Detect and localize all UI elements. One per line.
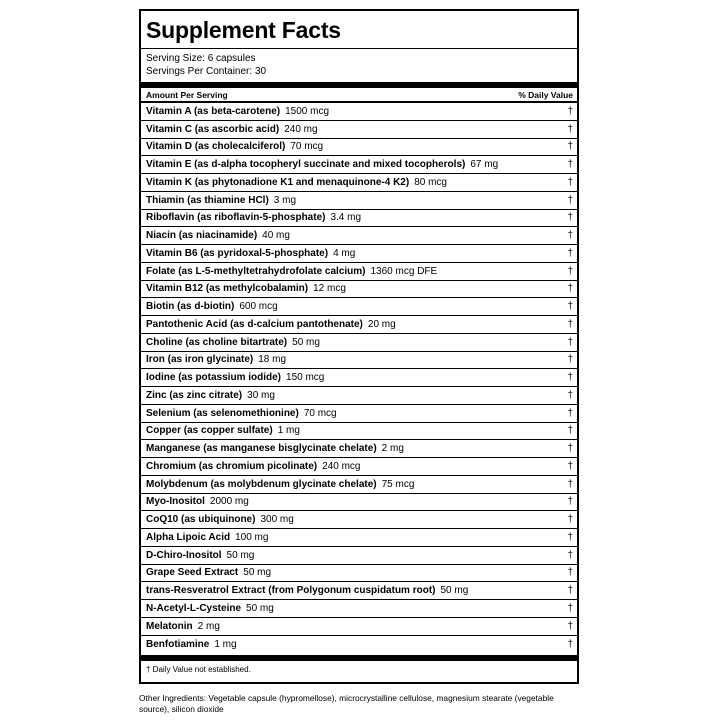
nutrient-label: [146, 603, 274, 614]
daily-value-dagger: †: [567, 354, 573, 366]
nutrient-row: [141, 529, 577, 547]
nutrient-name: Pantothenic Acid (as d-calcium pantothenate): [146, 318, 363, 330]
nutrient-label: [146, 443, 404, 454]
nutrient-amount: 18 mg: [258, 354, 287, 366]
nutrient-row: [141, 174, 577, 192]
nutrient-row: [141, 369, 577, 387]
supplement-facts-panel: [139, 9, 579, 684]
nutrient-label: [146, 479, 414, 490]
daily-value-dagger: †: [567, 443, 573, 455]
nutrient-row: [141, 440, 577, 458]
nutrient-row: [141, 600, 577, 618]
nutrient-row: [141, 387, 577, 405]
nutrient-label: [146, 408, 337, 419]
nutrient-name: Selenium (as selenomethionine): [146, 407, 299, 419]
nutrient-label: [146, 567, 271, 578]
nutrient-name: Vitamin C (as ascorbic acid): [146, 123, 280, 135]
nutrient-list: [141, 103, 577, 653]
nutrient-label: [146, 177, 447, 188]
daily-value-dagger: †: [567, 336, 573, 348]
nutrient-row: [141, 636, 577, 654]
footnote: † Daily Value not established.: [146, 665, 251, 675]
nutrient-amount: 150 mcg: [286, 372, 325, 384]
nutrient-label: [146, 354, 286, 365]
daily-value-dagger: †: [567, 194, 573, 206]
nutrient-name: Vitamin D (as cholecalciferol): [146, 141, 286, 153]
daily-value-dagger: †: [567, 460, 573, 472]
nutrient-name: Niacin (as niacinamide): [146, 230, 258, 242]
nutrient-label: [146, 425, 300, 436]
nutrient-label: [146, 461, 361, 472]
nutrient-name: Chromium (as chromium picolinate): [146, 460, 318, 472]
daily-value-dagger: †: [567, 389, 573, 401]
nutrient-amount: 240 mg: [284, 123, 318, 135]
daily-value-dagger: †: [567, 372, 573, 384]
nutrient-row: [141, 298, 577, 316]
daily-value-dagger: †: [567, 638, 573, 650]
nutrient-name: Grape Seed Extract: [146, 567, 239, 579]
daily-value-dagger: †: [567, 159, 573, 171]
nutrient-name: Alpha Lipoic Acid: [146, 531, 231, 543]
nutrient-row: [141, 618, 577, 636]
nutrient-label: [146, 372, 324, 383]
nutrient-name: Vitamin A (as beta-carotene): [146, 105, 281, 117]
nutrient-name: Biotin (as d-biotin): [146, 301, 235, 313]
nutrient-label: [146, 212, 361, 223]
nutrient-amount: 1 mg: [277, 425, 300, 437]
daily-value-dagger: †: [567, 407, 573, 419]
nutrient-row: [141, 547, 577, 565]
nutrient-amount: 100 mg: [235, 531, 269, 543]
nutrient-amount: 1360 mcg DFE: [370, 265, 438, 277]
amount-per-serving-header: Amount Per Serving: [146, 90, 228, 100]
nutrient-amount: 20 mg: [367, 318, 396, 330]
daily-value-dagger: †: [567, 531, 573, 543]
nutrient-amount: 3 mg: [273, 194, 297, 206]
daily-value-dagger: †: [567, 141, 573, 153]
nutrient-name: Zinc (as zinc citrate): [146, 389, 243, 401]
nutrient-amount: 1500 mcg: [285, 105, 330, 117]
nutrient-row: [141, 227, 577, 245]
nutrient-row: [141, 476, 577, 494]
nutrient-label: [146, 124, 318, 135]
daily-value-header: % Daily Value: [518, 90, 573, 100]
nutrient-name: Iodine (as potassium iodide): [146, 372, 282, 384]
other-ingredients: Other Ingredients: Vegetable capsule (hypromellose), microcrystalline cellulose, magnesium stearate (vegetable source), silicon dioxide: [139, 693, 554, 714]
nutrient-label: [146, 639, 237, 650]
nutrient-amount: 67 mg: [470, 159, 499, 171]
nutrient-name: Molybdenum (as molybdenum glycinate chelate): [146, 478, 377, 490]
column-header-row: [141, 88, 577, 103]
nutrient-label: [146, 532, 268, 543]
nutrient-row: [141, 210, 577, 228]
nutrient-label: [146, 550, 254, 561]
nutrient-label: [146, 496, 249, 507]
nutrient-label: [146, 390, 275, 401]
nutrient-name: Vitamin E (as d-alpha tocopheryl succinate and mixed tocopherols): [146, 159, 466, 171]
nutrient-label: [146, 283, 346, 294]
nutrient-name: D-Chiro-Inositol: [146, 549, 222, 561]
nutrient-amount: 70 mcg: [303, 407, 337, 419]
panel-title: Supplement Facts: [146, 17, 341, 43]
nutrient-row: [141, 405, 577, 423]
nutrient-amount: 600 mcg: [239, 301, 278, 313]
daily-value-dagger: †: [567, 265, 573, 277]
nutrient-amount: 40 mg: [262, 230, 290, 242]
nutrient-amount: 300 mg: [260, 514, 294, 526]
nutrient-label: [146, 266, 437, 277]
nutrient-name: Folate (as L-5-methyltetrahydrofolate calcium): [146, 265, 366, 277]
nutrient-row: [141, 263, 577, 281]
nutrient-row: [141, 245, 577, 263]
nutrient-name: Manganese (as manganese bisglycinate chelate): [146, 443, 377, 455]
nutrient-amount: 1 mg: [214, 638, 237, 650]
nutrient-amount: 70 mcg: [290, 141, 324, 153]
nutrient-label: [146, 585, 468, 596]
nutrient-row: [141, 103, 577, 121]
nutrient-row: [141, 582, 577, 600]
nutrient-row: [141, 511, 577, 529]
daily-value-dagger: †: [567, 176, 573, 188]
nutrient-label: [146, 337, 320, 348]
nutrient-name: Vitamin B6 (as pyridoxal-5-phosphate): [146, 247, 329, 259]
daily-value-dagger: †: [567, 318, 573, 330]
nutrient-name: trans-Resveratrol Extract (from Polygonum cuspidatum root): [146, 585, 436, 597]
daily-value-dagger: †: [567, 585, 573, 597]
nutrient-amount: 2 mg: [381, 443, 404, 455]
nutrient-label: [146, 159, 498, 170]
nutrient-name: Thiamin (as thiamine HCl): [146, 194, 269, 206]
nutrient-name: N-Acetyl-L-Cysteine: [146, 602, 242, 614]
daily-value-dagger: †: [567, 514, 573, 526]
daily-value-dagger: †: [567, 123, 573, 135]
nutrient-name: Melatonin: [146, 620, 193, 632]
nutrient-amount: 50 mg: [243, 567, 272, 579]
daily-value-dagger: †: [567, 478, 573, 490]
daily-value-dagger: †: [567, 212, 573, 224]
nutrient-row: [141, 316, 577, 334]
daily-value-dagger: †: [567, 496, 573, 508]
nutrient-amount: 2 mg: [197, 620, 220, 632]
nutrient-row: [141, 139, 577, 157]
nutrient-row: [141, 156, 577, 174]
daily-value-dagger: †: [567, 620, 573, 632]
nutrient-name: Iron (as iron glycinate): [146, 354, 254, 366]
nutrient-name: Choline (as choline bitartrate): [146, 336, 288, 348]
nutrient-label: [146, 195, 296, 206]
nutrient-amount: 50 mg: [440, 585, 469, 597]
nutrient-amount: 50 mg: [292, 336, 320, 348]
nutrient-row: [141, 494, 577, 512]
nutrient-label: [146, 141, 323, 152]
nutrient-row: [141, 281, 577, 299]
nutrient-label: [146, 319, 396, 330]
nutrient-name: Myo-Inositol: [146, 496, 205, 508]
nutrient-name: Benfotiamine: [146, 638, 210, 650]
nutrient-amount: 50 mg: [226, 549, 255, 561]
daily-value-dagger: †: [567, 283, 573, 295]
serving-size: Serving Size: 6 capsules: [146, 53, 256, 64]
nutrient-row: [141, 565, 577, 583]
nutrient-amount: 12 mcg: [313, 283, 346, 295]
nutrient-row: [141, 352, 577, 370]
serving-info: [141, 49, 577, 82]
nutrient-label: [146, 301, 278, 312]
daily-value-dagger: †: [567, 602, 573, 614]
nutrient-name: Riboflavin (as riboflavin-5-phosphate): [146, 212, 326, 224]
nutrient-label: [146, 106, 329, 117]
nutrient-row: [141, 458, 577, 476]
nutrient-amount: 240 mcg: [322, 460, 361, 472]
nutrient-amount: 50 mg: [246, 602, 274, 614]
nutrient-name: Vitamin K (as phytonadione K1 and menaquinone-4 K2): [146, 176, 410, 188]
nutrient-amount: 80 mcg: [414, 176, 447, 188]
nutrient-label: [146, 248, 355, 259]
nutrient-row: [141, 192, 577, 210]
nutrient-amount: 4 mg: [333, 247, 356, 259]
nutrient-label: [146, 230, 290, 241]
nutrient-name: CoQ10 (as ubiquinone): [146, 514, 256, 526]
nutrient-amount: 3.4 mg: [330, 212, 362, 224]
servings-per-container: Servings Per Container: 30: [146, 66, 267, 77]
nutrient-amount: 30 mg: [247, 389, 275, 401]
nutrient-name: Vitamin B12 (as methylcobalamin): [146, 283, 309, 295]
nutrient-row: [141, 334, 577, 352]
nutrient-row: [141, 121, 577, 139]
nutrient-label: [146, 621, 220, 632]
nutrient-amount: 2000 mg: [209, 496, 249, 508]
daily-value-dagger: †: [567, 549, 573, 561]
daily-value-dagger: †: [567, 105, 573, 117]
nutrient-name: Copper (as copper sulfate): [146, 425, 273, 437]
daily-value-dagger: †: [567, 567, 573, 579]
nutrient-label: [146, 514, 294, 525]
daily-value-dagger: †: [567, 247, 573, 259]
daily-value-dagger: †: [567, 301, 573, 313]
nutrient-row: [141, 423, 577, 441]
daily-value-dagger: †: [567, 425, 573, 437]
daily-value-dagger: †: [567, 230, 573, 242]
nutrient-amount: 75 mcg: [381, 478, 415, 490]
